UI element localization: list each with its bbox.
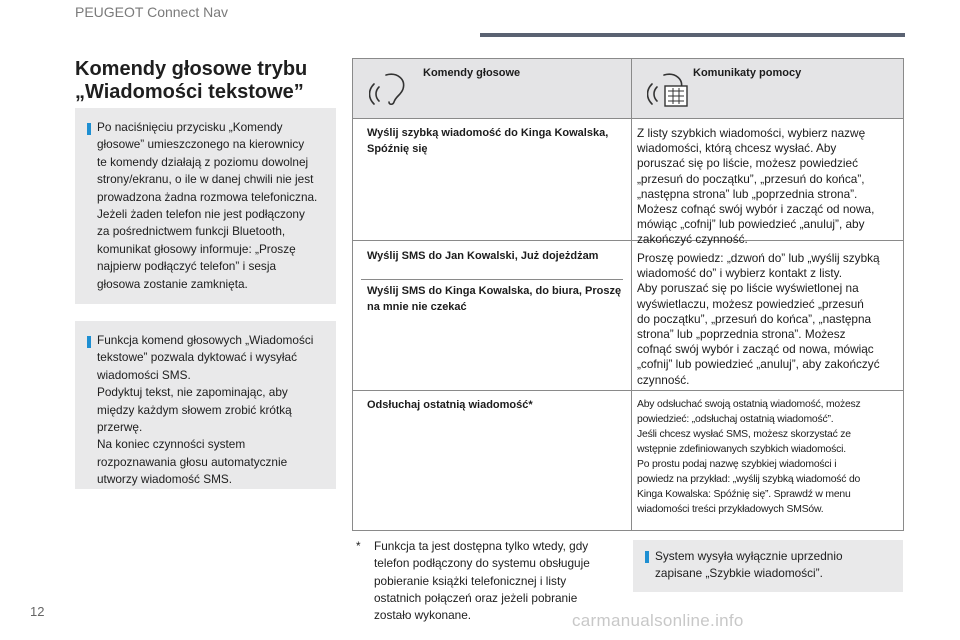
cell-divider xyxy=(361,279,623,280)
footnote-marker: * xyxy=(356,539,361,553)
voice-command-icon xyxy=(369,71,407,107)
help-messages-icon xyxy=(647,71,689,109)
section-title: Komendy głosowe trybu „Wiadomości tekstowe” xyxy=(75,58,308,103)
column-divider xyxy=(631,59,632,530)
info-note-voice-commands xyxy=(75,108,336,304)
page-number: 12 xyxy=(30,604,45,619)
info-bar-icon xyxy=(87,123,91,135)
command-send-sms-2: Wyślij SMS do Kinga Kowalska, do biura, Proszę na mnie nie czekać xyxy=(367,285,622,313)
row-divider xyxy=(353,390,903,391)
row-divider xyxy=(353,118,903,119)
help-listen-last-message: Aby odsłuchać swoją ostatnią wiadomość, możesz powiedzieć: „odsłuchaj ostatnią wiadomość”. Jeśli chcesz wysłać SMS, możesz skorzystać ze wstępnie zdefiniowanych szybkich wiadomości. Po prostu podaj nazwę szybkiej wiadomości i powiedz na przykład: „wyślij szybką wiadomość do Kinga Kowalska: Spóźnię się”. Sprawdź w menu wiadomości treści przykładowych SMSów. xyxy=(637,399,861,515)
command-send-quick-message: Wyślij szybką wiadomość do Kinga Kowalska, Spóźnię się xyxy=(367,127,609,155)
info-note-text-messages xyxy=(75,321,336,489)
header-rule xyxy=(480,33,905,37)
command-send-sms-1: Wyślij SMS do Jan Kowalski, Już dojeżdżam xyxy=(367,250,599,262)
col-header-help: Komunikaty pomocy xyxy=(693,67,802,79)
info-note-text: System wysyła wyłącznie uprzednio zapisane „Szybkie wiadomości”. xyxy=(655,549,843,581)
info-bar-icon xyxy=(645,551,649,563)
voice-commands-table xyxy=(352,58,904,531)
col-header-commands: Komendy głosowe xyxy=(423,67,521,79)
info-note-text: Funkcja komend głosowych „Wiadomości tekstowe” pozwala dyktować i wysyłać wiadomości SMS. Podyktuj tekst, nie zapominając, aby między każdym słowem zrobić krótką przerwę. Na koniec czynności system rozpoznawania głosu automatycznie utworzy wiadomość SMS. xyxy=(97,333,314,487)
info-bar-icon xyxy=(87,336,91,348)
help-send-sms: Proszę powiedz: „dzwoń do” lub „wyślij szybką wiadomość do” i wybierz kontakt z listy. Aby poruszać się po liście wyświetlonej na wyświetlaczu, możesz powiedzieć „przesuń do początku”, „przesuń do końca”, „następna strona” lub „poprzednia strona”. Możesz cofnąć swój wybór i zacząć od nowa, mówiąc „cofnij” lub powiedzieć „anuluj”, aby zakończyć czynność. xyxy=(637,251,880,387)
info-note-quick-messages xyxy=(633,540,903,592)
command-listen-last-message: Odsłuchaj ostatnią wiadomość* xyxy=(367,399,533,411)
help-quick-message: Z listy szybkich wiadomości, wybierz nazwę wiadomości, którą chcesz wysłać. Aby poruszać się po liście, możesz powiedzieć „przesuń do początku”, „przesuń do końca”, „następna strona” lub „poprzednia strona”. Możesz cofnąć swój wybór i zacząć od nowa, mówiąc „cofnij” lub powiedzieć „anuluj”, aby zakończyć czynność. xyxy=(637,126,875,247)
watermark: carmanualsonline.info xyxy=(572,611,744,630)
footnote-text: Funkcja ta jest dostępna tylko wtedy, gdy telefon podłączony do systemu obsługuje pobieranie książki telefonicznej i listy ostatnich połączeń oraz jeżeli pobranie zostało wykonane. xyxy=(374,539,590,623)
running-header: PEUGEOT Connect Nav xyxy=(75,4,229,20)
info-note-text: Po naciśnięciu przycisku „Komendy głosowe” umieszczonego na kierownicy te komendy działają z poziomu dowolnej strony/ekranu, o ile w danej chwili nie jest prowadzona żadna rozmowa telefoniczna. Jeżeli żaden telefon nie jest podłączony za pośrednictwem funkcji Bluetooth, komunikat głosowy informuje: „Proszę najpierw podłączyć telefon” i sesja głosowa zostanie zamknięta. xyxy=(97,120,318,291)
